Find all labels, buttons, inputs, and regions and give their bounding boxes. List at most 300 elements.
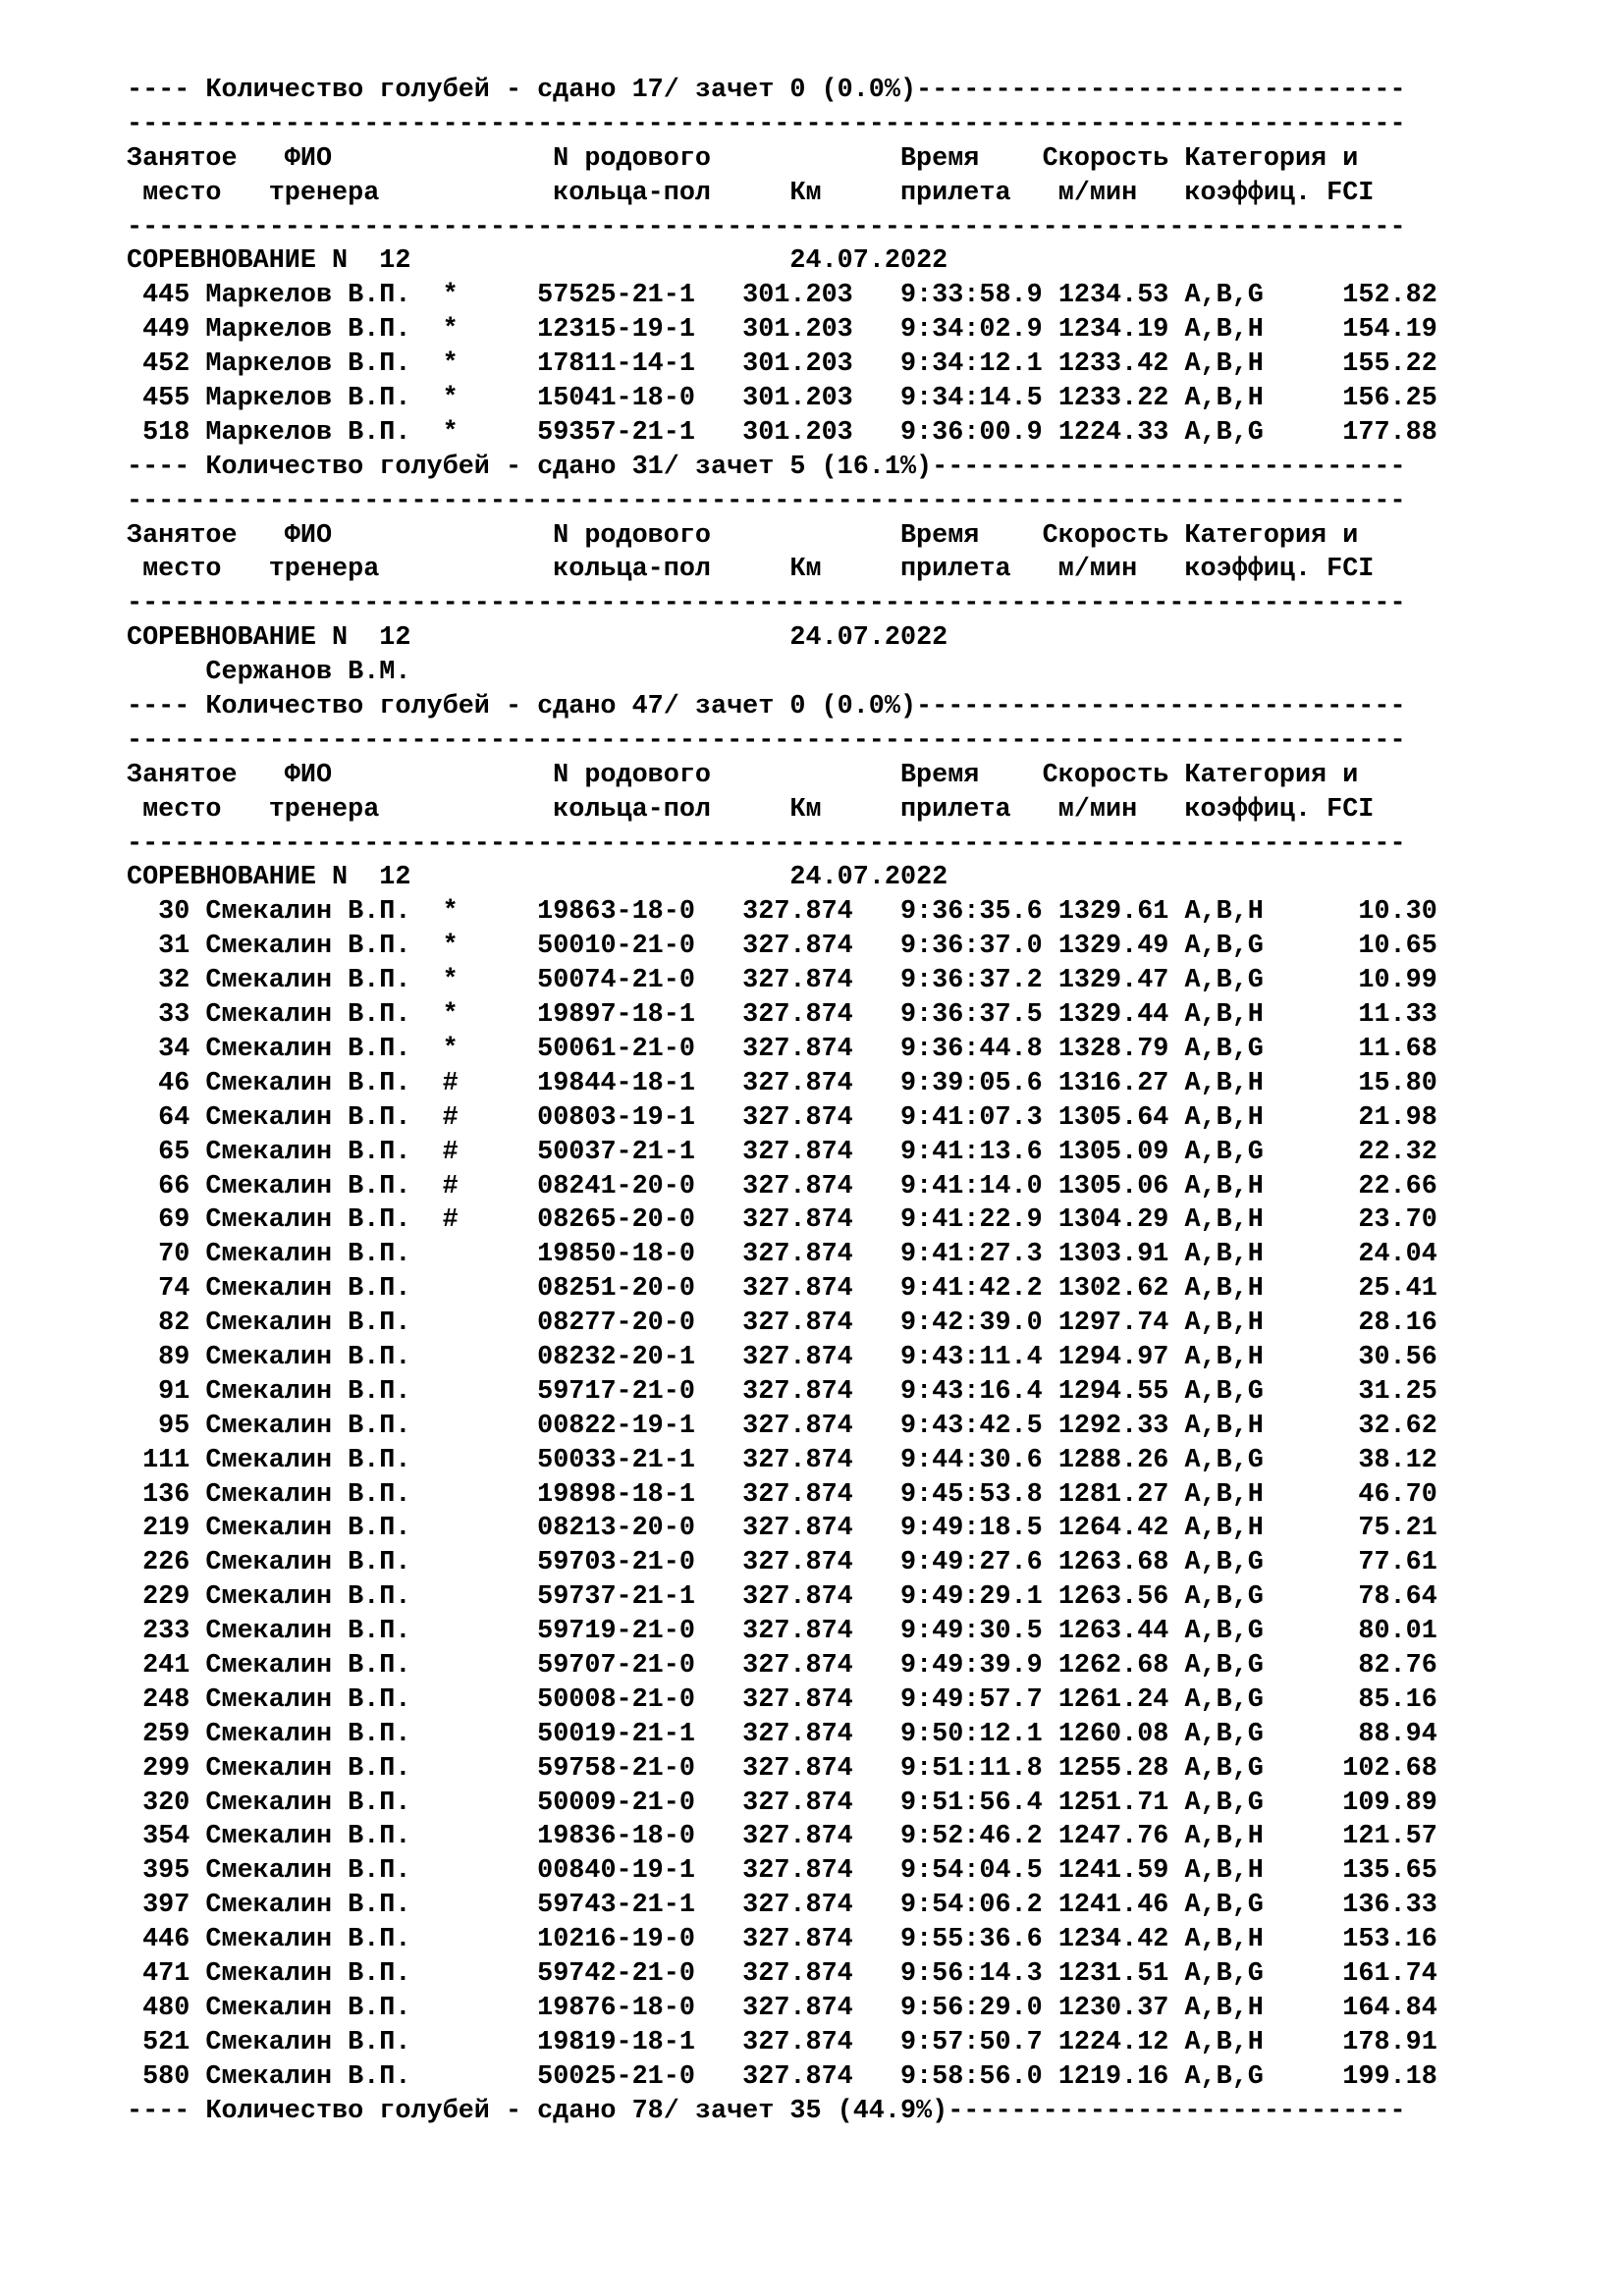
category-cell: A,B,G	[1168, 1719, 1264, 1749]
table-row	[127, 1307, 1437, 1341]
distance-cell: 327.874	[694, 1548, 853, 1578]
time-cell: 9:51:56.4	[852, 1788, 1043, 1818]
place-cell: 219	[127, 1514, 206, 1544]
ring-cell: 50037-21-1	[489, 1137, 695, 1167]
mark-cell	[443, 1548, 490, 1577]
category-cell: A,B,G	[1168, 1445, 1264, 1475]
distance-cell: 327.874	[694, 1617, 853, 1647]
table-row	[127, 1923, 1437, 1957]
ring-cell: 19897-18-1	[489, 1000, 695, 1031]
time-cell: 9:41:42.2	[852, 1274, 1043, 1305]
table-header-line-1: Занятое ФИО N родового Время Скорость Категория и	[127, 520, 1359, 551]
place-cell: 521	[127, 2027, 206, 2057]
mark-cell	[443, 1377, 490, 1407]
speed-cell: 1305.64	[1042, 1102, 1169, 1133]
category-cell: A,B,H	[1168, 1240, 1264, 1270]
table-row	[127, 895, 1437, 930]
trainer-name-cell: Смекалин В.П.	[205, 1171, 443, 1201]
ring-cell: 50033-21-1	[489, 1445, 695, 1475]
distance-cell: 327.874	[694, 1137, 853, 1167]
ring-cell: 08232-20-1	[489, 1342, 695, 1372]
speed-cell: 1231.51	[1042, 1958, 1169, 1989]
place-cell: 111	[127, 1445, 206, 1475]
distance-cell: 327.874	[694, 966, 853, 996]
distance-cell: 327.874	[694, 1068, 853, 1098]
fci-cell: 164.84	[1263, 1993, 1437, 2023]
table-header-line-2: место тренера кольца-пол Км прилета м/мин коэффиц. FCI	[127, 794, 1375, 825]
distance-cell: 327.874	[694, 1753, 853, 1784]
category-cell: A,B,H	[1168, 1479, 1264, 1510]
fci-cell: 25.41	[1263, 1274, 1437, 1305]
summary-line: ---- Количество голубей - сдано 17/ зачет 0 (0.0%)-------------------------------	[127, 76, 1406, 105]
time-cell: 9:49:18.5	[852, 1514, 1043, 1544]
time-cell: 9:54:06.2	[852, 1891, 1043, 1921]
place-cell: 397	[127, 1891, 206, 1921]
time-cell: 9:41:27.3	[852, 1240, 1043, 1270]
ring-cell: 59703-21-0	[489, 1548, 695, 1578]
ring-cell: 59743-21-1	[489, 1891, 695, 1921]
trainer-name-cell: Смекалин В.П.	[205, 1034, 443, 1064]
trainer-name-cell: Смекалин В.П.	[205, 1719, 443, 1749]
fci-cell: 178.91	[1263, 2027, 1437, 2057]
place-cell: 64	[127, 1102, 206, 1133]
speed-cell: 1302.62	[1042, 1274, 1169, 1305]
category-cell: A,B,H	[1168, 384, 1264, 414]
category-cell: A,B,H	[1168, 1000, 1264, 1031]
fci-cell: 10.65	[1263, 932, 1437, 962]
trainer-name-cell: Смекалин В.П.	[205, 1411, 443, 1441]
fci-cell: 30.56	[1263, 1342, 1437, 1372]
speed-cell: 1247.76	[1042, 1822, 1169, 1852]
table-row	[127, 1170, 1437, 1204]
table-row	[127, 930, 1437, 964]
speed-cell: 1234.53	[1042, 281, 1169, 311]
ring-cell: 59742-21-0	[489, 1958, 695, 1989]
place-cell: 233	[127, 1617, 206, 1647]
speed-cell: 1262.68	[1042, 1650, 1169, 1681]
fci-cell: 161.74	[1263, 1958, 1437, 1989]
separator-line: ---------------------------------------------------------------------------------	[127, 725, 1406, 756]
ring-cell: 19863-18-0	[489, 897, 695, 928]
speed-cell: 1329.47	[1042, 966, 1169, 996]
trainer-name-cell: Смекалин В.П.	[205, 1753, 443, 1784]
distance-cell: 327.874	[694, 1000, 853, 1031]
distance-cell: 327.874	[694, 1240, 853, 1270]
ring-cell: 50025-21-0	[489, 2061, 695, 2092]
table-row	[127, 1512, 1437, 1546]
distance-cell: 327.874	[694, 2027, 853, 2057]
speed-cell: 1241.59	[1042, 1856, 1169, 1887]
time-cell: 9:33:58.9	[852, 281, 1043, 311]
trainer-name-cell: Смекалин В.П.	[205, 1445, 443, 1475]
speed-cell: 1316.27	[1042, 1068, 1169, 1098]
mark-cell	[443, 2062, 490, 2092]
distance-cell: 327.874	[694, 1342, 853, 1372]
time-cell: 9:43:16.4	[852, 1376, 1043, 1407]
ring-cell: 08251-20-0	[489, 1274, 695, 1305]
distance-cell: 327.874	[694, 1445, 853, 1475]
mark-cell	[443, 1343, 490, 1372]
table-row	[127, 1033, 1437, 1067]
table-row	[127, 1375, 1437, 1410]
ring-cell: 19876-18-0	[489, 1993, 695, 2023]
ring-cell: 59719-21-0	[489, 1617, 695, 1647]
time-cell: 9:41:07.3	[852, 1102, 1043, 1133]
mark-cell: #	[442, 1137, 490, 1167]
trainer-name-cell: Маркелов В.П.	[205, 417, 443, 448]
time-cell: 9:49:57.7	[852, 1684, 1043, 1715]
trainer-name-cell: Смекалин В.П.	[205, 1068, 443, 1098]
table-row	[127, 1615, 1437, 1649]
table-row	[127, 2060, 1437, 2095]
time-cell: 9:36:37.2	[852, 966, 1043, 996]
mark-cell	[443, 1754, 490, 1784]
trainer-name-cell: Смекалин В.П.	[205, 1514, 443, 1544]
table-row	[127, 1649, 1437, 1683]
category-cell: A,B,G	[1168, 281, 1264, 311]
speed-cell: 1292.33	[1042, 1411, 1169, 1441]
table-row	[127, 347, 1437, 382]
place-cell: 70	[127, 1240, 206, 1270]
place-cell: 471	[127, 1958, 206, 1989]
trainer-name-cell: Смекалин В.П.	[205, 1205, 443, 1236]
ring-cell: 15041-18-0	[489, 384, 695, 414]
speed-cell: 1305.09	[1042, 1137, 1169, 1167]
fci-cell: 156.25	[1263, 384, 1437, 414]
fci-cell: 85.16	[1263, 1684, 1437, 1715]
ring-cell: 50008-21-0	[489, 1684, 695, 1715]
separator-line: ---------------------------------------------------------------------------------	[127, 589, 1406, 619]
fci-cell: 154.19	[1263, 315, 1437, 346]
category-cell: A,B,H	[1168, 1205, 1264, 1236]
ring-cell: 19819-18-1	[489, 2027, 695, 2057]
separator-line: ---------------------------------------------------------------------------------	[127, 109, 1406, 139]
category-cell: A,B,G	[1168, 1958, 1264, 1989]
table-row	[127, 1580, 1437, 1615]
ring-cell: 08277-20-0	[489, 1308, 695, 1339]
table-row	[127, 1992, 1437, 2026]
competition-line	[127, 244, 1437, 279]
ring-cell: 00840-19-1	[489, 1856, 695, 1887]
speed-cell: 1328.79	[1042, 1034, 1169, 1064]
mark-cell: *	[442, 1034, 490, 1064]
category-cell: A,B,G	[1168, 1376, 1264, 1407]
category-cell: A,B,H	[1168, 897, 1264, 928]
trainer-name-cell: Смекалин В.П.	[205, 1822, 443, 1852]
trainer-name-cell: Маркелов В.П.	[205, 384, 443, 414]
speed-cell: 1329.61	[1042, 897, 1169, 928]
category-cell: A,B,G	[1168, 2061, 1264, 2092]
spacer	[410, 246, 789, 276]
mark-cell	[443, 1308, 490, 1338]
category-cell: A,B,H	[1168, 1856, 1264, 1887]
ring-cell: 59758-21-0	[489, 1753, 695, 1784]
time-cell: 9:34:02.9	[852, 315, 1043, 346]
place-cell: 445	[127, 281, 206, 311]
distance-cell: 301.203	[694, 417, 853, 448]
mark-cell	[443, 1685, 490, 1715]
distance-cell: 327.874	[694, 1684, 853, 1715]
competition-line	[127, 621, 1437, 656]
mark-cell	[443, 1446, 490, 1475]
place-cell: 455	[127, 384, 206, 414]
time-cell: 9:51:11.8	[852, 1753, 1043, 1784]
place-cell: 229	[127, 1582, 206, 1613]
category-cell: A,B,H	[1168, 1274, 1264, 1305]
table-row	[127, 1203, 1437, 1238]
category-cell: A,B,G	[1168, 417, 1264, 448]
speed-cell: 1230.37	[1042, 1993, 1169, 2023]
category-cell: A,B,H	[1168, 1411, 1264, 1441]
mark-cell: *	[442, 281, 490, 311]
category-cell: A,B,H	[1168, 1308, 1264, 1339]
mark-cell: #	[442, 1205, 490, 1236]
distance-cell: 327.874	[694, 1102, 853, 1133]
trainer-name-cell: Смекалин В.П.	[205, 1925, 443, 1955]
category-cell: A,B,G	[1168, 1684, 1264, 1715]
trainer-name-cell: Смекалин В.П.	[205, 2061, 443, 2092]
place-cell: 449	[127, 315, 206, 346]
ring-cell: 08241-20-0	[489, 1171, 695, 1201]
mark-cell: *	[442, 1000, 490, 1031]
table-row	[127, 279, 1437, 313]
trainer-name-cell: Смекалин В.П.	[205, 1684, 443, 1715]
place-cell: 74	[127, 1274, 206, 1305]
place-cell: 69	[127, 1205, 206, 1236]
fci-cell: 135.65	[1263, 1856, 1437, 1887]
distance-cell: 327.874	[694, 1479, 853, 1510]
separator-line: ---------------------------------------------------------------------------------	[127, 828, 1406, 859]
ring-cell: 50061-21-0	[489, 1034, 695, 1064]
trainer-name-cell: Смекалин В.П.	[205, 1582, 443, 1613]
place-cell: 95	[127, 1411, 206, 1441]
fci-cell: 22.66	[1263, 1171, 1437, 1201]
fci-cell: 177.88	[1263, 417, 1437, 448]
mark-cell: *	[442, 897, 490, 928]
distance-cell: 327.874	[694, 1376, 853, 1407]
mark-cell	[443, 1480, 490, 1510]
mark-cell: *	[442, 315, 490, 346]
category-cell: A,B,H	[1168, 315, 1264, 346]
fci-cell: 82.76	[1263, 1650, 1437, 1681]
place-cell: 32	[127, 966, 206, 996]
table-row	[127, 1546, 1437, 1580]
table-row	[127, 1238, 1437, 1272]
table-row	[127, 964, 1437, 998]
place-cell: 518	[127, 417, 206, 448]
category-cell: A,B,H	[1168, 1171, 1264, 1201]
trainer-only-line: Сержанов В.М.	[127, 658, 411, 688]
time-cell: 9:41:22.9	[852, 1205, 1043, 1236]
competition-title: СОРЕВНОВАНИЕ N 12	[127, 863, 411, 893]
mark-cell: *	[442, 932, 490, 962]
category-cell: A,B,G	[1168, 966, 1264, 996]
table-row	[127, 382, 1437, 416]
ring-cell: 00822-19-1	[489, 1411, 695, 1441]
category-cell: A,B,H	[1168, 1925, 1264, 1955]
category-cell: A,B,H	[1168, 1068, 1264, 1098]
table-row	[127, 1957, 1437, 1992]
table-header-line-2: место тренера кольца-пол Км прилета м/мин коэффиц. FCI	[127, 555, 1375, 585]
fci-cell: 31.25	[1263, 1376, 1437, 1407]
mark-cell	[443, 1651, 490, 1681]
time-cell: 9:43:11.4	[852, 1342, 1043, 1372]
fci-cell: 11.33	[1263, 1000, 1437, 1031]
trainer-name-cell: Смекалин В.П.	[205, 966, 443, 996]
trainer-name-cell: Смекалин В.П.	[205, 1788, 443, 1818]
table-header-line-1: Занятое ФИО N родового Время Скорость Категория и	[127, 143, 1359, 174]
mark-cell	[443, 1240, 490, 1269]
time-cell: 9:36:00.9	[852, 417, 1043, 448]
mark-cell: *	[442, 966, 490, 996]
mark-cell	[443, 1720, 490, 1749]
distance-cell: 327.874	[694, 897, 853, 928]
table-row	[127, 1478, 1437, 1513]
time-cell: 9:45:53.8	[852, 1479, 1043, 1510]
competition-title: СОРЕВНОВАНИЕ N 12	[127, 623, 411, 654]
speed-cell: 1255.28	[1042, 1753, 1169, 1784]
speed-cell: 1281.27	[1042, 1479, 1169, 1510]
speed-cell: 1219.16	[1042, 2061, 1169, 2092]
trainer-name-cell: Маркелов В.П.	[205, 315, 443, 346]
distance-cell: 327.874	[694, 1308, 853, 1339]
trainer-name-cell: Смекалин В.П.	[205, 1240, 443, 1270]
table-row	[127, 1854, 1437, 1889]
place-cell: 82	[127, 1308, 206, 1339]
fci-cell: 46.70	[1263, 1479, 1437, 1510]
time-cell: 9:42:39.0	[852, 1308, 1043, 1339]
distance-cell: 327.874	[694, 1034, 853, 1064]
place-cell: 446	[127, 1925, 206, 1955]
fci-cell: 28.16	[1263, 1308, 1437, 1339]
speed-cell: 1251.71	[1042, 1788, 1169, 1818]
table-row	[127, 1101, 1437, 1136]
distance-cell: 301.203	[694, 384, 853, 414]
trainer-name-cell: Смекалин В.П.	[205, 1137, 443, 1167]
category-cell: A,B,H	[1168, 1514, 1264, 1544]
mark-cell: #	[442, 1102, 490, 1133]
category-cell: A,B,H	[1168, 2027, 1264, 2057]
mark-cell	[443, 1412, 490, 1441]
ring-cell: 50019-21-1	[489, 1719, 695, 1749]
fci-cell: 11.68	[1263, 1034, 1437, 1064]
mark-cell	[443, 1617, 490, 1646]
fci-cell: 88.94	[1263, 1719, 1437, 1749]
category-cell: A,B,G	[1168, 1548, 1264, 1578]
place-cell: 33	[127, 1000, 206, 1031]
summary-line: ---- Количество голубей - сдано 31/ зачет 5 (16.1%)------------------------------	[127, 452, 1406, 482]
speed-cell: 1263.68	[1042, 1548, 1169, 1578]
trainer-name-cell: Смекалин В.П.	[205, 1650, 443, 1681]
trainer-name-cell: Смекалин В.П.	[205, 1308, 443, 1339]
table-row	[127, 416, 1437, 451]
mark-cell	[443, 1959, 490, 1989]
mark-cell	[443, 1994, 490, 2023]
place-cell: 89	[127, 1342, 206, 1372]
trainer-name-cell: Смекалин В.П.	[205, 1376, 443, 1407]
category-cell: A,B,G	[1168, 1137, 1264, 1167]
time-cell: 9:49:39.9	[852, 1650, 1043, 1681]
table-row	[127, 1820, 1437, 1854]
ring-cell: 59707-21-0	[489, 1650, 695, 1681]
trainer-name-cell: Смекалин В.П.	[205, 1342, 443, 1372]
fci-cell: 23.70	[1263, 1205, 1437, 1236]
speed-cell: 1233.22	[1042, 384, 1169, 414]
table-row	[127, 1341, 1437, 1375]
table-row	[127, 1718, 1437, 1752]
fci-cell: 10.30	[1263, 897, 1437, 928]
ring-cell: 19836-18-0	[489, 1822, 695, 1852]
category-cell: A,B,G	[1168, 1617, 1264, 1647]
distance-cell: 327.874	[694, 1856, 853, 1887]
distance-cell: 301.203	[694, 349, 853, 380]
competition-date: 24.07.2022	[789, 863, 948, 893]
time-cell: 9:56:14.3	[852, 1958, 1043, 1989]
table-row	[127, 1136, 1437, 1170]
ring-cell: 12315-19-1	[489, 315, 695, 346]
category-cell: A,B,H	[1168, 1102, 1264, 1133]
spacer	[410, 623, 789, 653]
distance-cell: 327.874	[694, 1514, 853, 1544]
ring-cell: 17811-14-1	[489, 349, 695, 380]
fci-cell: 121.57	[1263, 1822, 1437, 1852]
mark-cell	[443, 1274, 490, 1304]
table-row	[127, 1683, 1437, 1718]
place-cell: 31	[127, 932, 206, 962]
distance-cell: 327.874	[694, 1411, 853, 1441]
table-row	[127, 998, 1437, 1033]
trainer-name-cell: Смекалин В.П.	[205, 897, 443, 928]
mark-cell	[443, 2028, 490, 2057]
time-cell: 9:49:30.5	[852, 1617, 1043, 1647]
distance-cell: 327.874	[694, 1582, 853, 1613]
place-cell: 259	[127, 1719, 206, 1749]
time-cell: 9:34:12.1	[852, 349, 1043, 380]
ring-cell: 50009-21-0	[489, 1788, 695, 1818]
table-row	[127, 1889, 1437, 1923]
time-cell: 9:57:50.7	[852, 2027, 1043, 2057]
place-cell: 226	[127, 1548, 206, 1578]
mark-cell	[443, 1925, 490, 1954]
category-cell: A,B,G	[1168, 1788, 1264, 1818]
category-cell: A,B,H	[1168, 1993, 1264, 2023]
mark-cell	[443, 1891, 490, 1920]
time-cell: 9:39:05.6	[852, 1068, 1043, 1098]
table-row	[127, 1067, 1437, 1101]
fci-cell: 155.22	[1263, 349, 1437, 380]
trainer-name-cell: Смекалин В.П.	[205, 1856, 443, 1887]
distance-cell: 327.874	[694, 2061, 853, 2092]
time-cell: 9:43:42.5	[852, 1411, 1043, 1441]
separator-line: ---------------------------------------------------------------------------------	[127, 486, 1406, 516]
time-cell: 9:41:13.6	[852, 1137, 1043, 1167]
fci-cell: 15.80	[1263, 1068, 1437, 1098]
trainer-name-cell: Смекалин В.П.	[205, 1479, 443, 1510]
table-header-line-2: место тренера кольца-пол Км прилета м/мин коэффиц. FCI	[127, 178, 1375, 208]
time-cell: 9:41:14.0	[852, 1171, 1043, 1201]
speed-cell: 1263.56	[1042, 1582, 1169, 1613]
fci-cell: 78.64	[1263, 1582, 1437, 1613]
place-cell: 320	[127, 1788, 206, 1818]
category-cell: A,B,G	[1168, 1891, 1264, 1921]
speed-cell: 1261.24	[1042, 1684, 1169, 1715]
fci-cell: 199.18	[1263, 2061, 1437, 2092]
time-cell: 9:49:29.1	[852, 1582, 1043, 1613]
place-cell: 66	[127, 1171, 206, 1201]
competition-title: СОРЕВНОВАНИЕ N 12	[127, 246, 411, 277]
category-cell: A,B,G	[1168, 932, 1264, 962]
category-cell: A,B,H	[1168, 349, 1264, 380]
